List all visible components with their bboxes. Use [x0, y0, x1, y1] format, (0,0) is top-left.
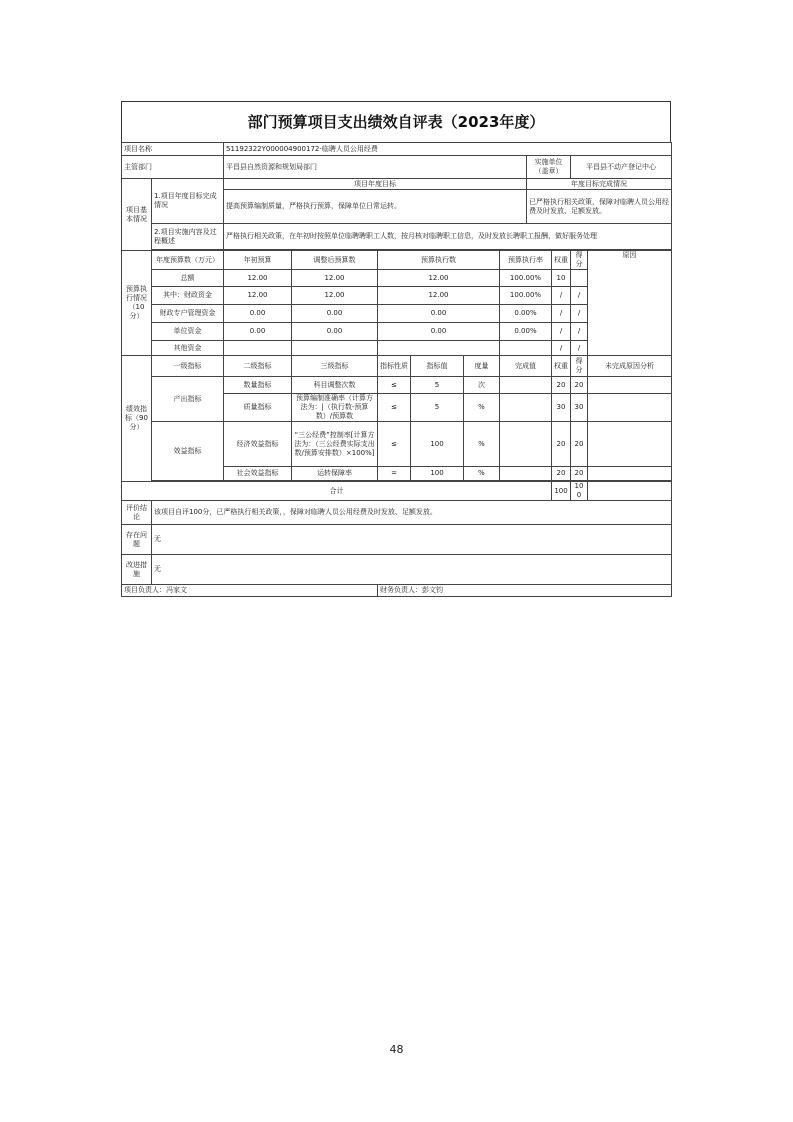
indicator-reason [588, 422, 672, 467]
level2-header: 二级指标 [224, 356, 292, 377]
budget-row-weight: 10 [552, 270, 571, 287]
impl-unit-value: 平昌县不动产登记中心 [571, 156, 672, 179]
budget-row-adjusted [292, 341, 378, 356]
budget-row-weight: / [552, 341, 571, 356]
budget-row-executed: 0.00 [378, 305, 500, 323]
ind-score-header: 得分 [571, 356, 588, 377]
indicator-score: 30 [571, 394, 588, 422]
budget-row-initial: 12.00 [224, 270, 292, 287]
project-lead: 项目负责人：冯家文 [122, 585, 378, 597]
finance-lead: 财务负责人：彭文钧 [378, 585, 672, 597]
annual-goal-header: 项目年度目标 [224, 179, 527, 190]
evaluation-table [121, 142, 672, 597]
indicator-done [500, 394, 552, 422]
total-label: 合计 [122, 482, 552, 501]
indicator-weight: 30 [552, 394, 571, 422]
total-score: 100 [571, 482, 588, 501]
indicator-nature: = [378, 467, 411, 481]
budget-row-executed: 0.00 [378, 323, 500, 341]
level1-header: 一级指标 [152, 356, 224, 377]
evaluation-sheet [121, 101, 671, 597]
budget-row-name: 其他资金 [152, 341, 224, 356]
quantity-indicator: 数量指标 [224, 377, 292, 394]
evaluation-text: 该项目自评100分，已严格执行相关政策，，保障对临聘人员公用经费及时发放、足额发放。 [152, 501, 672, 525]
budget-row-score: / [571, 287, 588, 305]
completed-header: 完成值 [500, 356, 552, 377]
impl-unit-label: 实施单位（盖章） [527, 156, 571, 179]
indicator-done [500, 422, 552, 467]
budget-row-score: / [571, 341, 588, 356]
budget-row-executed: 12.00 [378, 270, 500, 287]
budget-row-weight: / [552, 287, 571, 305]
indicator-score: 20 [571, 467, 588, 481]
effect-indicator: 效益指标 [152, 422, 224, 481]
uncompleted-reason-header: 未完成原因分析 [588, 356, 672, 377]
budget-row-adjusted: 12.00 [292, 287, 378, 305]
indicator-reason [588, 394, 672, 422]
content-row-label: 2.项目实施内容及过程概述 [152, 224, 224, 250]
indicator-weight: 20 [552, 422, 571, 467]
budget-row-name: 财政专户管理资金 [152, 305, 224, 323]
content-text: 严格执行相关政策，在年初时按照单位临聘聘职工人数，按月核对临聘职工信息，及时发放长聘职工报酬，做好服务处理 [224, 224, 672, 250]
dept-label: 主管部门 [122, 156, 224, 179]
total-blank [588, 482, 672, 501]
goal-row-label: 1.项目年度目标完成情况 [152, 179, 224, 224]
budget-row-executed: 12.00 [378, 287, 500, 305]
budget-row-rate: 100.00% [500, 287, 552, 305]
indicator-l3: 预算编制准确率（计算方法为：|（执行数-预算数）/预算数 [292, 394, 378, 422]
budget-row-adjusted: 0.00 [292, 323, 378, 341]
indicator-l3: 运转保障率 [292, 467, 378, 481]
indicator-reason [588, 467, 672, 481]
level3-header: 三级指标 [292, 356, 378, 377]
indicator-value: 100 [411, 467, 464, 481]
budget-row-name: 其中：财政资金 [152, 287, 224, 305]
adjusted-budget-header: 调整后预算数 [292, 251, 378, 270]
indicator-value: 100 [411, 422, 464, 467]
dept-value: 平昌县自然资源和规划局部门 [224, 156, 527, 179]
budget-row-weight: / [552, 305, 571, 323]
target-value-header: 指标值 [411, 356, 464, 377]
budget-row-rate [500, 341, 552, 356]
indicator-score: 20 [571, 377, 588, 394]
indicator-unit: % [464, 422, 500, 467]
exec-amount-header: 预算执行数 [378, 251, 500, 270]
indicator-done [500, 467, 552, 481]
indicator-nature: ≤ [378, 422, 411, 467]
indicator-nature: ≤ [378, 377, 411, 394]
perf-indicators-label: 绩效指标（90分） [122, 356, 152, 482]
indicator-weight: 20 [552, 467, 571, 481]
budget-row-initial: 0.00 [224, 323, 292, 341]
indicator-score: 20 [571, 422, 588, 467]
form-title: 部门预算项目支出绩效自评表（2023年度） [121, 101, 671, 142]
indicator-unit: % [464, 394, 500, 422]
budget-row-initial [224, 341, 292, 356]
annual-budget-header: 年度预算数（万元） [152, 251, 224, 270]
total-weight: 100 [552, 482, 571, 501]
unit-header: 度量 [464, 356, 500, 377]
reason-header: 原因 [588, 251, 672, 356]
annual-goal-text: 提高预算编制质量，严格执行预算，保障单位日常运转。 [224, 190, 527, 224]
budget-row-score: / [571, 323, 588, 341]
evaluation-label: 评价结论 [122, 501, 152, 525]
project-name-value: 51192322Y000004900172-临聘人员公用经费 [224, 143, 672, 156]
indicator-weight: 20 [552, 377, 571, 394]
indicator-reason [588, 377, 672, 394]
indicator-done [500, 377, 552, 394]
budget-row-weight: / [552, 323, 571, 341]
budget-row-score: / [571, 305, 588, 323]
weight-header: 权重 [552, 251, 571, 270]
page-number: 48 [389, 1043, 404, 1056]
budget-row-name: 单位资金 [152, 323, 224, 341]
nature-header: 指标性质 [378, 356, 411, 377]
issues-text: 无 [152, 525, 672, 555]
budget-row-adjusted: 0.00 [292, 305, 378, 323]
budget-row-rate: 0.00% [500, 323, 552, 341]
score-header: 得分 [571, 251, 588, 270]
indicator-nature: ≤ [378, 394, 411, 422]
indicator-l3: “三公经费”控制率[计算方法为：（三公经费实际支出数/预算安排数）×100%] [292, 422, 378, 467]
economic-indicator: 经济效益指标 [224, 422, 292, 467]
goal-done-header: 年度目标完成情况 [527, 179, 672, 190]
budget-row-initial: 12.00 [224, 287, 292, 305]
indicator-unit: % [464, 467, 500, 481]
budget-row-adjusted: 12.00 [292, 270, 378, 287]
budget-row-initial: 0.00 [224, 305, 292, 323]
output-indicator: 产出指标 [152, 377, 224, 422]
measures-label: 改进措施 [122, 555, 152, 585]
goal-done-text: 已严格执行相关政策，保障对临聘人员公用经费及时发放、足额发放。 [527, 190, 672, 224]
budget-row-executed [378, 341, 500, 356]
ind-weight-header: 权重 [552, 356, 571, 377]
budget-row-score [571, 270, 588, 287]
exec-rate-header: 预算执行率 [500, 251, 552, 270]
initial-budget-header: 年初预算 [224, 251, 292, 270]
indicator-unit: 次 [464, 377, 500, 394]
indicator-value: 5 [411, 377, 464, 394]
quality-indicator: 质量指标 [224, 394, 292, 422]
indicator-l3: 科目调整次数 [292, 377, 378, 394]
issues-label: 存在问题 [122, 525, 152, 555]
budget-row-rate: 0.00% [500, 305, 552, 323]
budget-row-name: 总额 [152, 270, 224, 287]
measures-text: 无 [152, 555, 672, 585]
budget-row-rate: 100.00% [500, 270, 552, 287]
social-indicator: 社会效益指标 [224, 467, 292, 481]
indicator-value: 5 [411, 394, 464, 422]
budget-exec-label: 预算执行情况（10分） [122, 251, 152, 356]
project-name-label: 项目名称 [122, 143, 224, 156]
basic-info-label: 项目基本情况 [122, 179, 152, 251]
